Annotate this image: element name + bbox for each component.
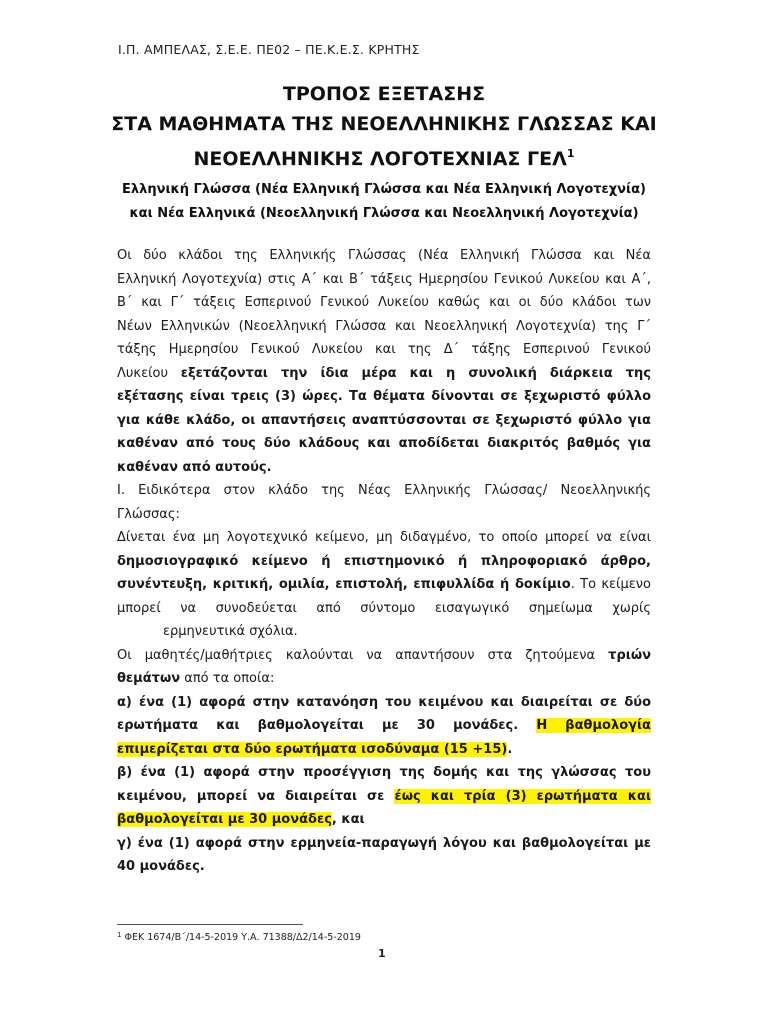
highlighted-text: έως και τρία (3) ερωτήματα και <box>394 788 652 804</box>
body-text: από τα οποία: <box>180 671 275 686</box>
body-line: Δίνεται ένα μη λογοτεχνικό κείμενο, μη διδαγμένο, το οποίο μπορεί να είναι <box>117 530 651 545</box>
highlighted-text: Η βαθμολογία <box>536 718 651 733</box>
body-text: Οι μαθητές/μαθήτριες καλούνται να απαντήσουν στα ζητούμενα <box>117 647 596 663</box>
document-body <box>117 244 651 879</box>
item-b-line <box>117 808 651 832</box>
body-bold-text: εξετάζονται την ίδια μέρα και η συνολική διάρκεια της <box>180 365 651 381</box>
body-bold-text: τριών <box>608 647 651 663</box>
body-line: τάξης Ημερησίου Γενικού Λυκείου και της Δ΄ τάξης Εσπερινού Γενικού <box>117 342 651 357</box>
subtitle-line-2: και Νέα Ελληνικά (Νεοελληνική Γλώσσα και Νεοελληνική Λογοτεχνία) <box>129 206 639 221</box>
footnote <box>117 931 361 943</box>
title-footnote-mark: 1 <box>566 147 575 160</box>
body-line <box>117 667 651 691</box>
running-header: Ι.Π. ΑΜΠΕΛΑΣ, Σ.Ε.Ε. ΠΕ02 – ΠΕ.Κ.Ε.Σ. ΚΡΗΤΗΣ <box>118 42 420 57</box>
item-a-line <box>117 714 651 738</box>
body-text: Λυκείου <box>117 365 168 381</box>
body-bold-text: συνέντευξη, κριτική, ομιλία, επιστολή, επιφυλλίδα ή δοκίμιο <box>117 577 571 592</box>
body-bold-text: ερωτήματα και βαθμολογείται με 30 μονάδες. <box>117 718 519 733</box>
item-b-line <box>117 785 651 809</box>
highlighted-text: βαθμολογείται με 30 μονάδες <box>117 812 332 827</box>
item-a-line <box>117 738 651 762</box>
item-c-line: 40 μονάδες. <box>117 859 205 874</box>
body-bold-line: καθέναν από αυτούς. <box>117 459 272 475</box>
section-heading-line: Ι. Ειδικότερα στον κλάδο της Νέας Ελληνικής Γλώσσας/ Νεοελληνικής <box>117 483 651 498</box>
body-bold-text: κειμένου, μπορεί να διαιρείται σε <box>117 788 385 804</box>
body-line: μπορεί να συνοδεύεται από σύντομο εισαγωγικό σημείωμα χωρίς <box>117 600 651 616</box>
item-c-line: γ) ένα (1) αφορά στην ερμηνεία-παραγωγή λόγου και βαθμολογείται με <box>117 835 651 851</box>
body-line: ερμηνευτικά σχόλια. <box>163 624 298 639</box>
section-heading-line: Γλώσσας: <box>117 506 180 522</box>
title-line-3-text: ΝΕΟΕΛΛΗΝΙΚΗΣ ΛΟΓΟΤΕΧΝΙΑΣ ΓΕΛ <box>193 148 567 170</box>
body-bold-text: , και <box>331 812 365 827</box>
body-line: Β΄ και Γ΄ τάξεις Εσπερινού Γενικού Λυκείου καθώς και οι δύο κλάδοι των <box>117 295 651 310</box>
body-text: . Το κείμενο <box>570 577 651 592</box>
title-line-3 <box>100 140 668 173</box>
body-bold-line: για κάθε κλάδο, οι απαντήσεις αναπτύσσονται σε ξεχωριστό φύλλο για <box>117 412 651 428</box>
body-bold-text: θεμάτων <box>117 671 181 686</box>
body-bold-text: . <box>507 741 513 757</box>
subtitle-line-1: Ελληνική Γλώσσα (Νέα Ελληνική Γλώσσα και Νέα Ελληνική Λογοτεχνία) <box>122 182 646 197</box>
body-line <box>117 362 651 386</box>
item-a-line: α) ένα (1) αφορά στην κατανόηση του κειμένου και διαιρείται σε δύο <box>117 694 651 710</box>
body-line <box>117 644 651 668</box>
body-line: Ελληνική Λογοτεχνία) στις Α΄ και Β΄ τάξεις Ημερησίου Γενικού Λυκείου και Α΄, <box>117 271 651 287</box>
body-bold-line: εξέτασης είναι τρεις (3) ώρες. Τα θέματα δίνονται σε ξεχωριστό φύλλο <box>117 389 651 404</box>
page-number: 1 <box>378 947 386 960</box>
body-line: Οι δύο κλάδοι της Ελληνικής Γλώσσας (Νέα Ελληνική Γλώσσα και Νέα <box>117 248 651 263</box>
title-line-1: ΤΡΟΠΟΣ ΕΞΕΤΑΣΗΣ <box>282 83 486 105</box>
title-line-2: ΣΤΑ ΜΑΘΗΜΑΤΑ ΤΗΣ ΝΕΟΕΛΛΗΝΙΚΗΣ ΓΛΩΣΣΑΣ ΚΑΙ <box>111 113 657 135</box>
body-line <box>117 573 651 597</box>
item-b-line: β) ένα (1) αφορά στην προσέγγιση της δομής και της γλώσσας του <box>117 765 651 780</box>
footnote-divider <box>117 924 303 925</box>
body-bold-line: καθέναν από τους δύο κλάδους και αποδίδεται διακριτός βαθμός για <box>117 436 651 451</box>
body-bold-line: δημοσιογραφικό κείμενο ή επιστημονικό ή πληροφοριακό άρθρο, <box>117 553 651 569</box>
footnote-text: ΦΕΚ 1674/Β΄/14-5-2019 Υ.Α. 71388/Δ2/14-5-2019 <box>124 932 361 943</box>
footnote-mark: 1 <box>117 931 122 939</box>
highlighted-text: επιμερίζεται στα δύο ερωτήματα ισοδύναμα (15 +15) <box>117 741 508 757</box>
body-line: Νέων Ελληνικών (Νεοελληνική Γλώσσα και Νεοελληνική Λογοτεχνία) της Γ΄ <box>117 318 651 334</box>
